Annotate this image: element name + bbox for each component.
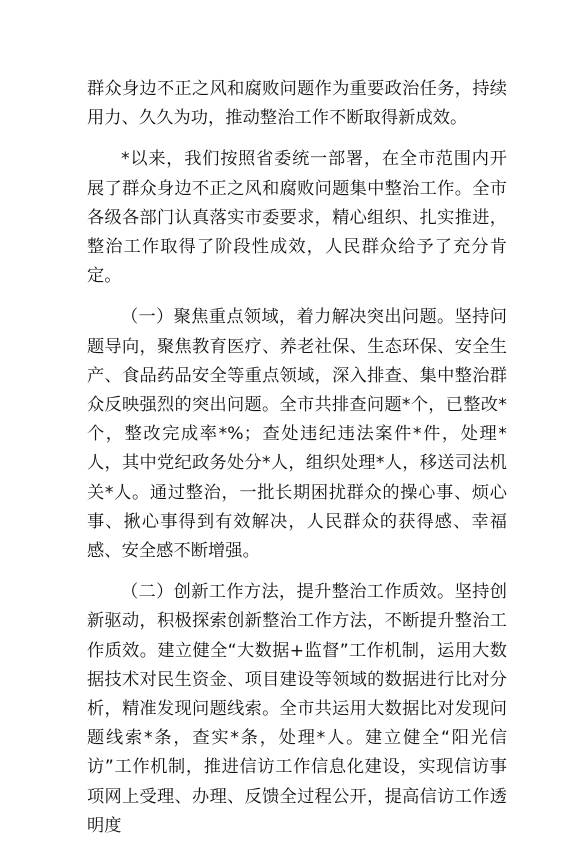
paragraph-section-one: （一）聚焦重点领域，着力解决突出问题。坚持问题导向，聚焦教育医疗、养老社保、生态环保、安全生产、食品药品安全等重点领域，深入排查、集中整治群众反映强烈的突出问题。全市共排查问题*个，已整改*个，整改完成率*%；查处违纪违法案件*件，处理*人，其中党纪政务处分*人，组织处理*人，移送司法机关*人。通过整治，一批长期困扰群众的操心事、烦心事、揪心事得到有效解决，人民群众的获得感、幸福感、安全感不断增强。 [87,307,507,562]
document-body [87,75,507,841]
paragraph-continuation: 群众身边不正之风和腐败问题作为重要政治任务，持续用力、久久为功，推动整治工作不断取得新成效。 [87,79,507,129]
paragraph-intro: *以来，我们按照省委统一部署，在全市范围内开展了群众身边不正之风和腐败问题集中整治工作。全市各级各部门认真落实市委要求，精心组织、扎实推进，整治工作取得了阶段性成效，人民群众给予了充分肯定。 [87,149,507,287]
paragraph-section-two: （二）创新工作方法，提升整治工作质效。坚持创新驱动，积极探索创新整治工作方法，不断提升整治工作质效。建立健全“大数据+监督”工作机制，运用大数据技术对民生资金、项目建设等领域的数据进行比对分析，精准发现问题线索。全市共运用大数据比对发现问题线索*条，查实*条，处理*人。建立健全“阳光信访”工作机制，推进信访工作信息化建设，实现信访事项网上受理、办理、反馈全过程公开，提高信访工作透明度 [87,582,507,836]
